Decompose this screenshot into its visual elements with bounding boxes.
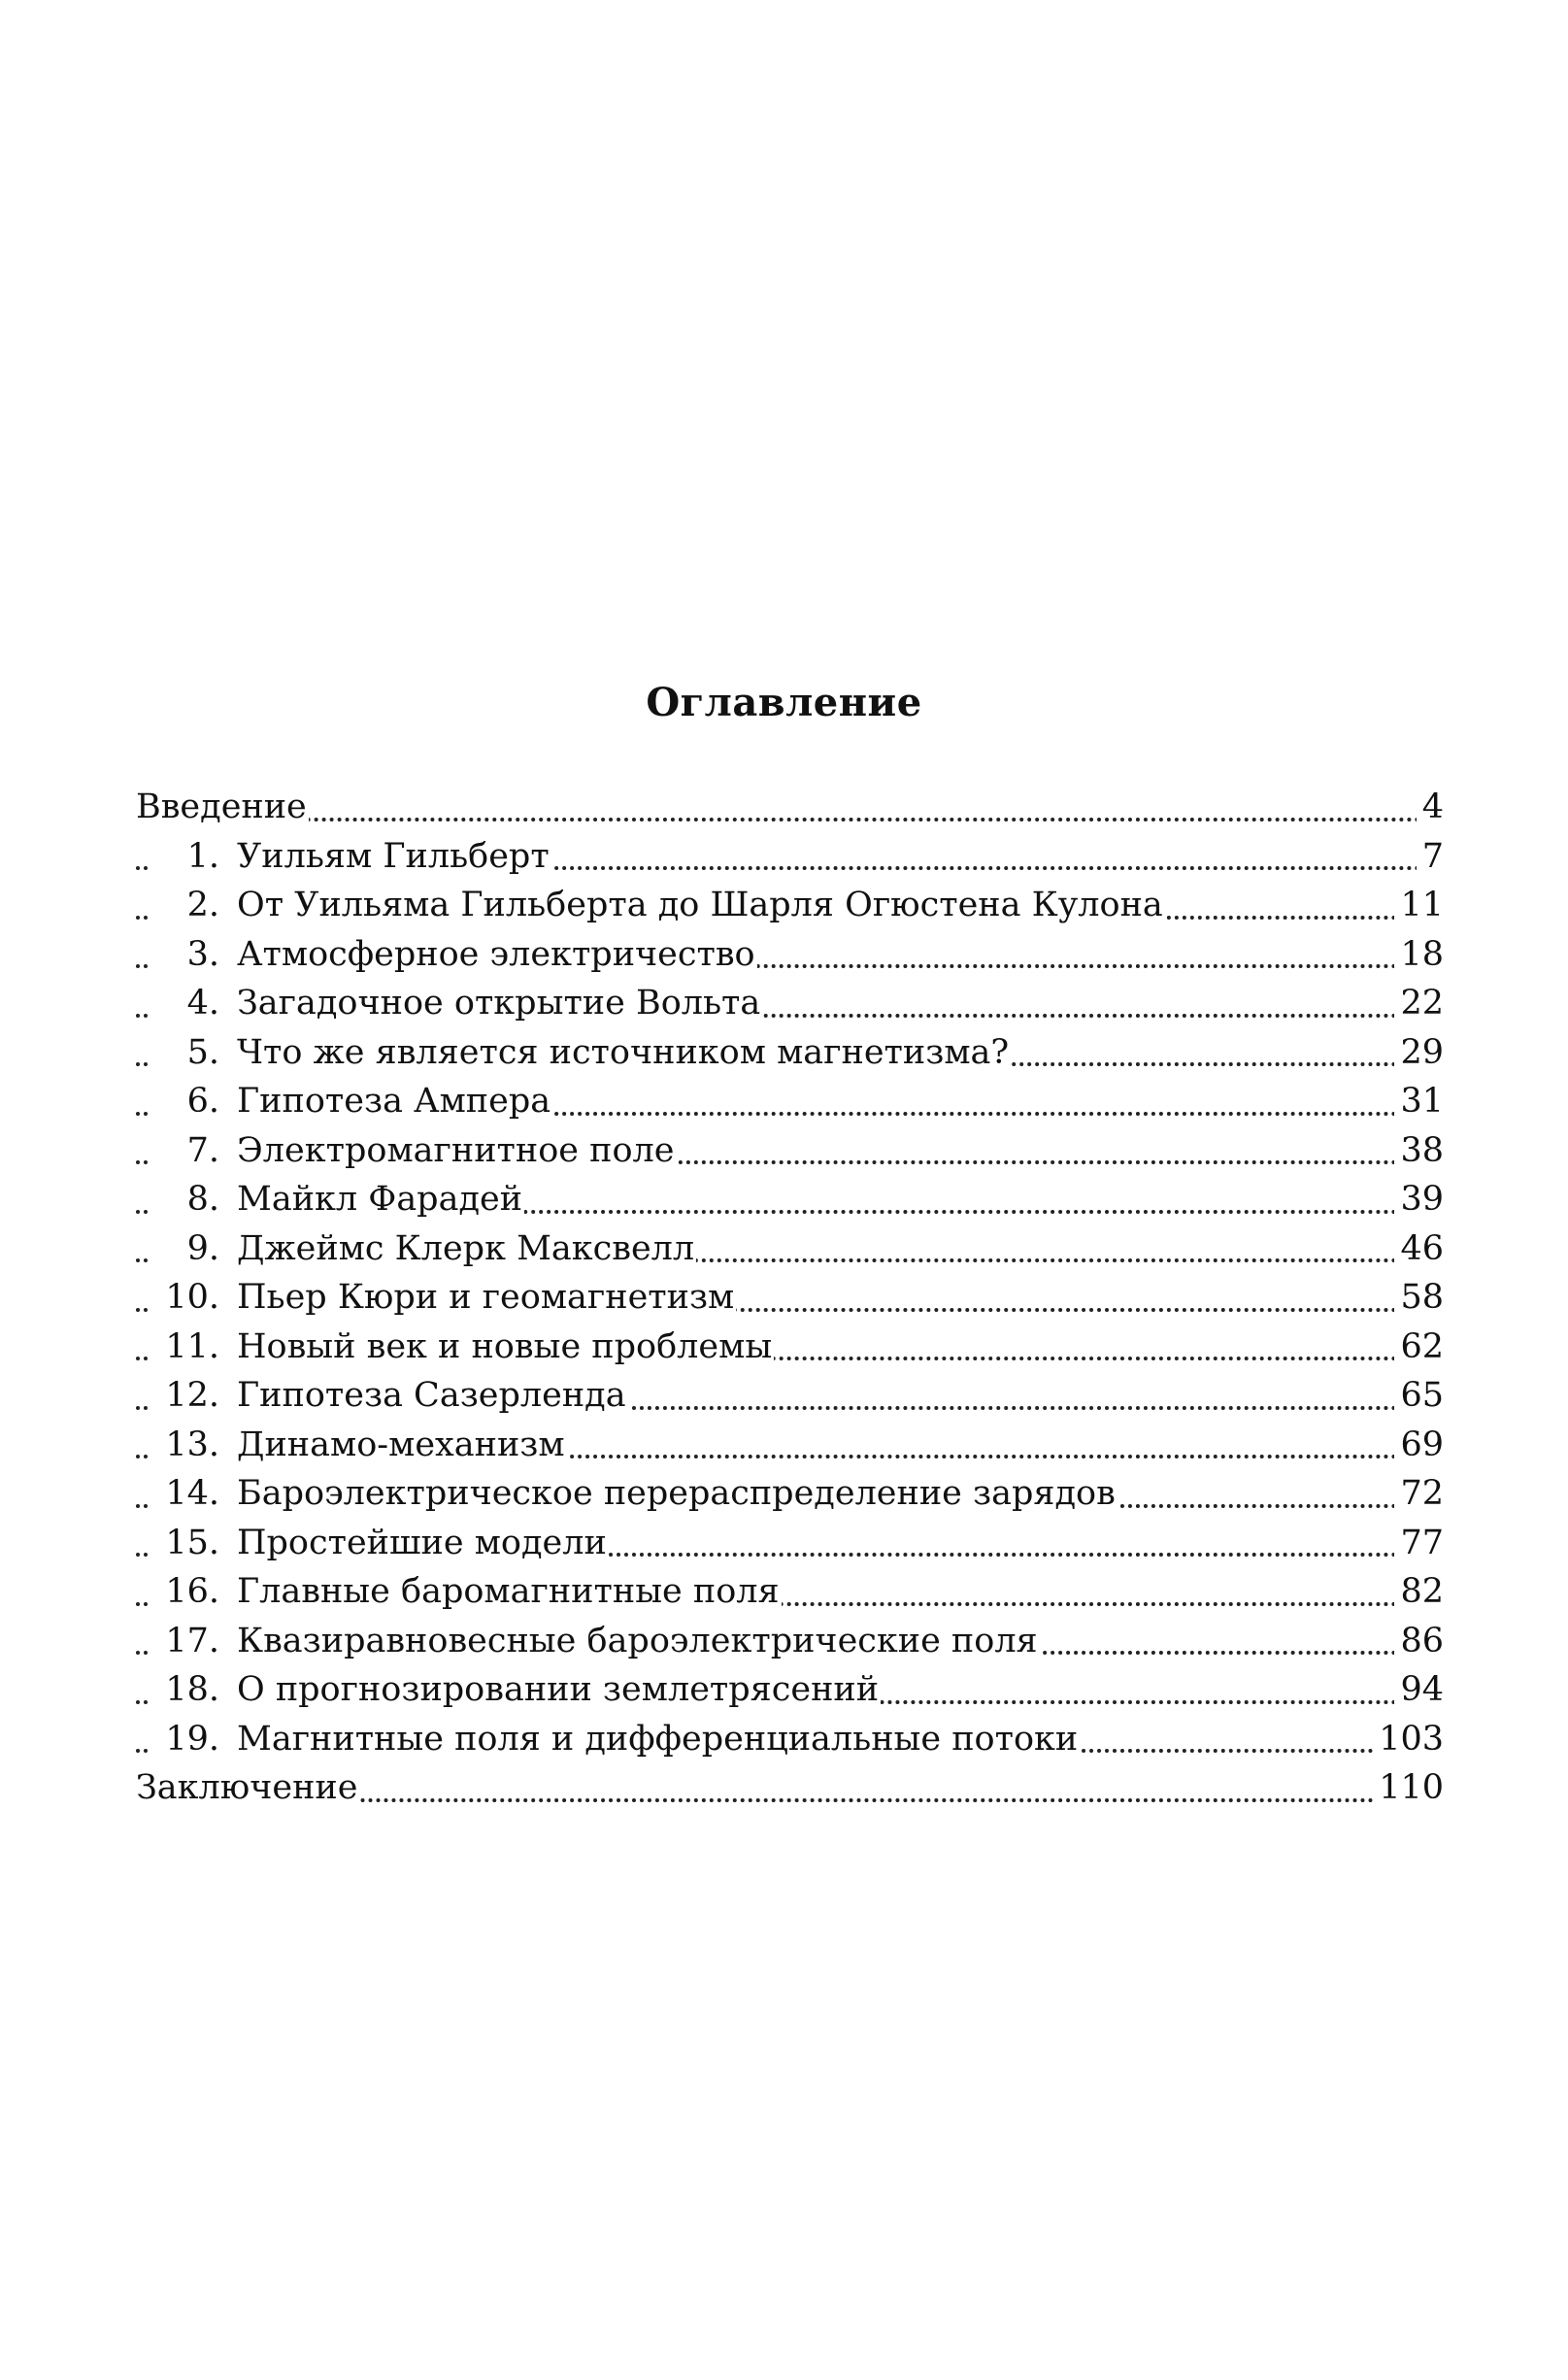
toc-entry-page-number: 18 [1394, 930, 1444, 980]
toc-entry-title-group [151, 1670, 881, 1709]
toc-entry-title-group [136, 788, 309, 826]
toc-entry-page-number: 11 [1394, 881, 1444, 930]
toc-entry-title-group [151, 837, 551, 876]
toc-entry-title-group [151, 1180, 524, 1219]
toc-entry-page-number: 29 [1394, 1028, 1444, 1078]
toc-entry [136, 1665, 1444, 1715]
toc-entry-number: 8. [186, 1180, 219, 1219]
toc-entry [136, 783, 1444, 832]
toc-entry-number: 10. [165, 1278, 219, 1317]
toc-entry-page-number: 94 [1394, 1665, 1444, 1715]
toc-entry-title-group [151, 1622, 1040, 1660]
toc-entry-number: 18. [165, 1670, 219, 1709]
toc-entry-title: Гипотеза Ампера [237, 1082, 551, 1121]
toc-entry-number: 11. [165, 1326, 219, 1366]
toc-entry [136, 1763, 1444, 1813]
toc-entry-page-number: 86 [1394, 1617, 1444, 1666]
toc-entry-number: 1. [186, 836, 219, 876]
toc-entry-title-group [151, 1082, 552, 1121]
toc-entry-page-number: 77 [1394, 1519, 1444, 1568]
toc-entry-page-number: 58 [1394, 1273, 1444, 1323]
toc-entry [136, 881, 1444, 930]
toc-entry [136, 1028, 1444, 1078]
toc-entry-number: 7. [186, 1130, 219, 1170]
toc-entry-number: 12. [165, 1376, 219, 1415]
toc-entry-title: Атмосферное электричество [237, 934, 755, 974]
toc-entry [136, 1715, 1444, 1764]
toc-entry-page-number: 31 [1394, 1077, 1444, 1126]
toc-entry-title-group [151, 984, 762, 1022]
toc-entry [136, 1617, 1444, 1666]
toc-entry [136, 1126, 1444, 1176]
toc-entry-title: Введение [136, 788, 307, 826]
toc-entry-title: Пьер Кюри и геомагнетизм [237, 1278, 735, 1317]
toc-entry-number: 15. [165, 1523, 219, 1562]
toc-entry-title: Что же является источником магнетизма? [237, 1032, 1010, 1072]
toc-entry-title: Загадочное открытие Вольта [237, 984, 761, 1022]
toc-entry-title: Уильям Гильберт [237, 836, 550, 876]
toc-entry-title: Главные баромагнитные поля [237, 1572, 780, 1611]
toc-entry [136, 979, 1444, 1028]
toc-entry-page-number: 39 [1394, 1175, 1444, 1224]
toc-entry [136, 1567, 1444, 1617]
toc-entry-number: 9. [186, 1228, 219, 1268]
toc-entry-page-number: 103 [1373, 1715, 1444, 1764]
toc-entry-number: 5. [186, 1032, 219, 1072]
toc-entry-number: 2. [186, 886, 219, 924]
toc-entry-title: Простейшие модели [237, 1523, 607, 1562]
toc-entry [136, 1519, 1444, 1568]
toc-entry [136, 1469, 1444, 1519]
toc-entry-title: Электромагнитное поле [237, 1130, 675, 1170]
toc-entry [136, 1273, 1444, 1323]
toc-entry-page-number: 7 [1417, 832, 1444, 882]
toc-entry [136, 930, 1444, 980]
toc-entry-number: 4. [186, 984, 219, 1022]
toc-entry [136, 832, 1444, 882]
toc-heading: Оглавление [646, 680, 922, 725]
toc-entry-number: 19. [165, 1719, 219, 1759]
toc-entry [136, 1077, 1444, 1126]
toc-entry-title-group [151, 1278, 736, 1317]
toc-entry-page-number: 62 [1394, 1323, 1444, 1372]
toc-entry [136, 1224, 1444, 1274]
toc-entry-page-number: 4 [1417, 783, 1444, 832]
table-of-contents [136, 783, 1444, 1813]
toc-entry-title: О прогнозировании землетрясений [237, 1670, 880, 1709]
toc-entry-title-group [151, 1131, 676, 1170]
toc-entry-title: Заключение [136, 1768, 358, 1807]
toc-entry-page-number: 22 [1394, 979, 1444, 1028]
toc-entry-page-number: 65 [1394, 1371, 1444, 1421]
toc-entry-number: 3. [186, 934, 219, 974]
toc-entry-title: От Уильяма Гильберта до Шарля Огюстена Кулона [237, 886, 1163, 924]
toc-entry-title: Бароэлектрическое перераспределение зарядов [237, 1474, 1116, 1513]
toc-entry [136, 1323, 1444, 1372]
toc-entry-title-group [151, 1425, 567, 1464]
toc-entry-page-number: 110 [1373, 1763, 1444, 1813]
toc-entry [136, 1175, 1444, 1224]
toc-entry-page-number: 72 [1394, 1469, 1444, 1519]
toc-entry-number: 17. [165, 1621, 219, 1660]
toc-entry-title: Гипотеза Сазерленда [237, 1376, 626, 1415]
toc-entry-number: 14. [165, 1474, 219, 1513]
toc-entry-title-group [151, 935, 757, 974]
toc-entry-page-number: 46 [1394, 1224, 1444, 1274]
toc-entry-title-group [151, 1376, 628, 1415]
toc-entry-page-number: 38 [1394, 1126, 1444, 1176]
toc-entry-title: Майкл Фарадей [237, 1180, 523, 1219]
toc-entry [136, 1421, 1444, 1470]
toc-entry-title-group [151, 886, 1165, 924]
toc-entry-title: Динамо-механизм [237, 1425, 565, 1464]
toc-entry-title-group [151, 1033, 1011, 1072]
toc-entry-title-group [136, 1768, 359, 1807]
toc-entry-title-group [151, 1572, 782, 1611]
toc-entry-title-group [151, 1720, 1080, 1759]
toc-entry-number: 6. [186, 1082, 219, 1121]
toc-entry-title-group [151, 1524, 609, 1562]
toc-entry-title-group [151, 1327, 774, 1366]
toc-entry-title: Квазиравновесные бароэлектрические поля [237, 1621, 1038, 1660]
toc-entry-title: Новый век и новые проблемы [237, 1326, 773, 1366]
toc-entry-number: 16. [165, 1572, 219, 1611]
toc-entry [136, 1371, 1444, 1421]
leader-dots [136, 818, 1444, 821]
toc-entry-title: Магнитные поля и дифференциальные потоки [237, 1719, 1079, 1759]
toc-entry-page-number: 69 [1394, 1421, 1444, 1470]
toc-entry-title-group [151, 1229, 696, 1268]
toc-entry-title-group [151, 1474, 1118, 1513]
toc-entry-title: Джеймс Клерк Максвелл [237, 1228, 695, 1268]
toc-entry-number: 13. [165, 1425, 219, 1464]
toc-entry-page-number: 82 [1394, 1567, 1444, 1617]
